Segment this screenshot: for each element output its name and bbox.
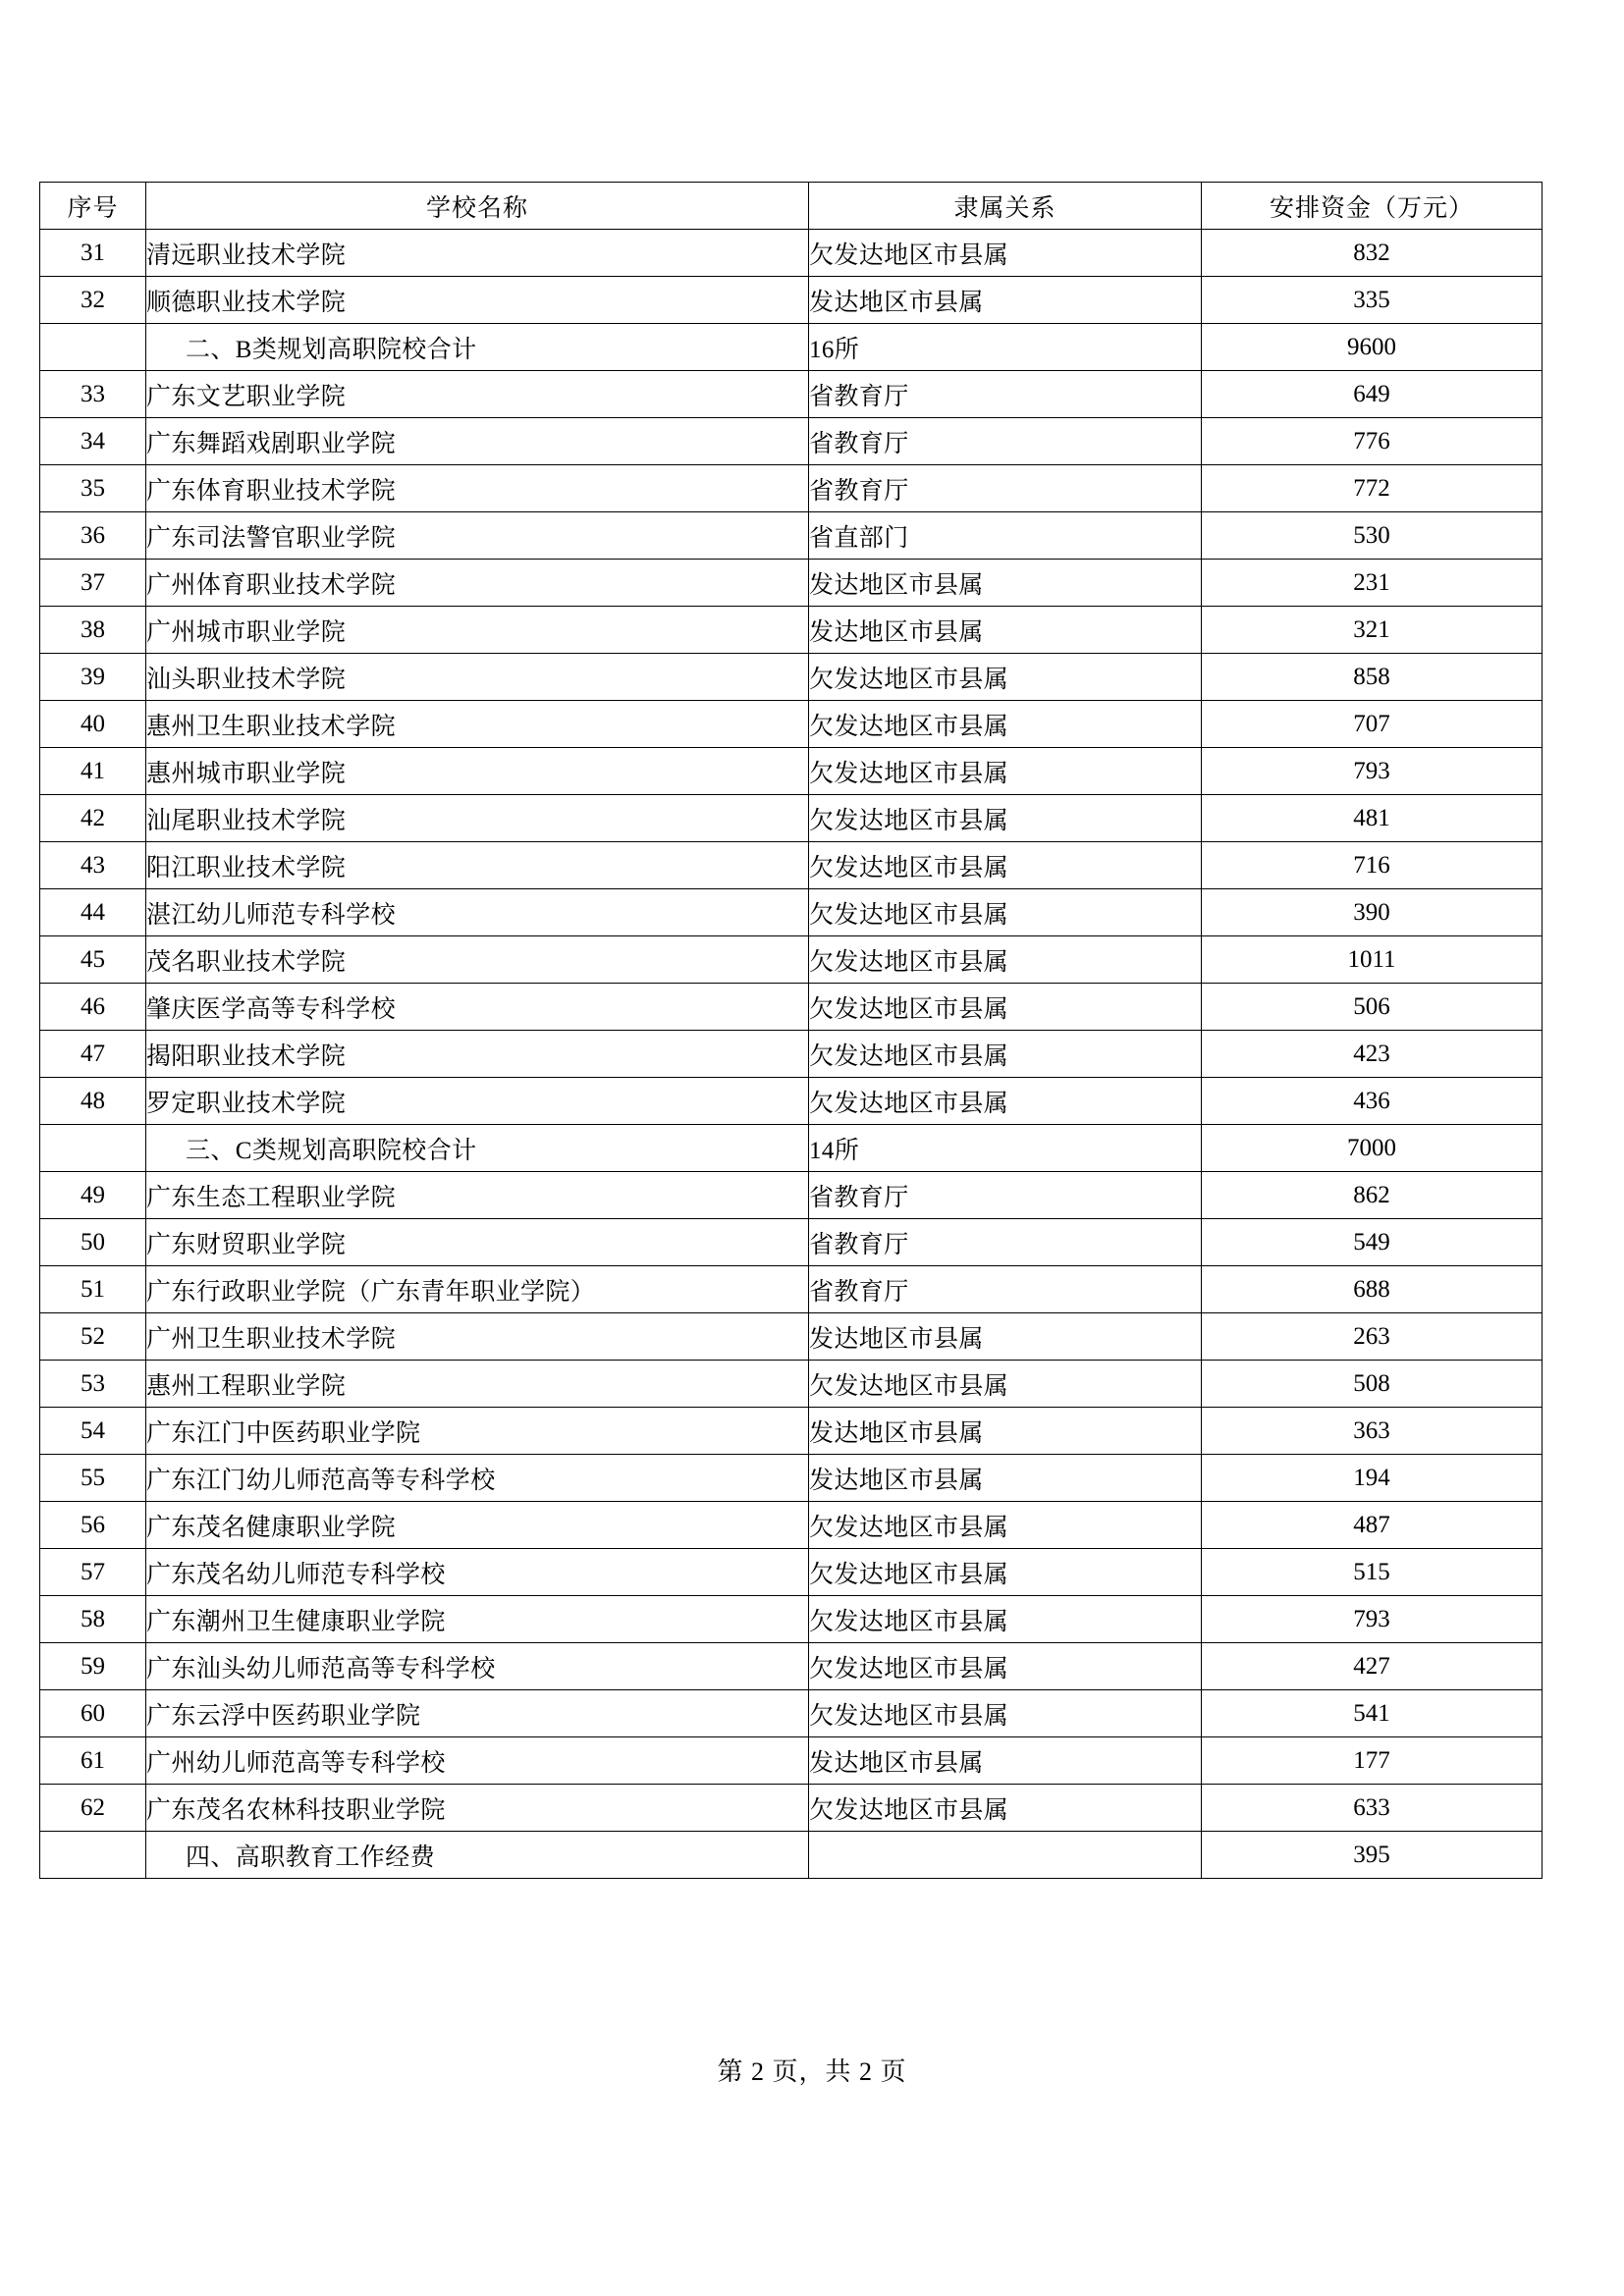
affiliation-relation: 发达地区市县属 <box>809 1313 1202 1361</box>
row-number: 61 <box>40 1737 146 1785</box>
allocated-amount: 793 <box>1202 1596 1543 1643</box>
row-number: 62 <box>40 1785 146 1832</box>
table-row <box>40 984 1543 1031</box>
affiliation-relation: 欠发达地区市县属 <box>809 1361 1202 1408</box>
table-row <box>40 324 1543 371</box>
funding-table <box>39 182 1543 1879</box>
school-name: 广东茂名幼儿师范专科学校 <box>146 1549 809 1596</box>
allocated-amount: 436 <box>1202 1078 1543 1125</box>
row-number: 58 <box>40 1596 146 1643</box>
school-name: 广东茂名农林科技职业学院 <box>146 1785 809 1832</box>
allocated-amount: 231 <box>1202 560 1543 607</box>
affiliation-relation: 欠发达地区市县属 <box>809 1785 1202 1832</box>
column-header-no: 序号 <box>40 183 146 230</box>
row-number: 59 <box>40 1643 146 1690</box>
row-number: 45 <box>40 936 146 984</box>
affiliation-relation: 欠发达地区市县属 <box>809 230 1202 277</box>
allocated-amount: 7000 <box>1202 1125 1543 1172</box>
allocated-amount: 541 <box>1202 1690 1543 1737</box>
affiliation-relation: 发达地区市县属 <box>809 1737 1202 1785</box>
affiliation-relation: 欠发达地区市县属 <box>809 654 1202 701</box>
affiliation-relation: 欠发达地区市县属 <box>809 1596 1202 1643</box>
school-name: 汕头职业技术学院 <box>146 654 809 701</box>
school-name: 广州城市职业学院 <box>146 607 809 654</box>
table-row <box>40 654 1543 701</box>
school-name: 广东江门幼儿师范高等专科学校 <box>146 1455 809 1502</box>
row-number: 52 <box>40 1313 146 1361</box>
table-row <box>40 1408 1543 1455</box>
allocated-amount: 9600 <box>1202 324 1543 371</box>
row-number: 60 <box>40 1690 146 1737</box>
affiliation-relation: 发达地区市县属 <box>809 277 1202 324</box>
affiliation-relation: 发达地区市县属 <box>809 560 1202 607</box>
affiliation-relation: 欠发达地区市县属 <box>809 795 1202 842</box>
allocated-amount: 506 <box>1202 984 1543 1031</box>
allocated-amount: 688 <box>1202 1266 1543 1313</box>
table-row <box>40 1172 1543 1219</box>
table-row <box>40 512 1543 560</box>
school-name: 广东文艺职业学院 <box>146 371 809 418</box>
table-row <box>40 1785 1543 1832</box>
row-number: 57 <box>40 1549 146 1596</box>
allocated-amount: 321 <box>1202 607 1543 654</box>
allocated-amount: 335 <box>1202 277 1543 324</box>
allocated-amount: 772 <box>1202 465 1543 512</box>
school-name: 广东司法警官职业学院 <box>146 512 809 560</box>
table-row <box>40 1643 1543 1690</box>
affiliation-relation: 欠发达地区市县属 <box>809 1549 1202 1596</box>
table-row <box>40 1832 1543 1879</box>
affiliation-relation: 欠发达地区市县属 <box>809 748 1202 795</box>
table-row <box>40 1455 1543 1502</box>
affiliation-relation: 省教育厅 <box>809 465 1202 512</box>
table-row <box>40 1690 1543 1737</box>
affiliation-relation: 省教育厅 <box>809 1266 1202 1313</box>
affiliation-relation: 省教育厅 <box>809 371 1202 418</box>
school-name: 惠州工程职业学院 <box>146 1361 809 1408</box>
row-number: 46 <box>40 984 146 1031</box>
school-name: 惠州城市职业学院 <box>146 748 809 795</box>
affiliation-relation: 欠发达地区市县属 <box>809 984 1202 1031</box>
allocated-amount: 707 <box>1202 701 1543 748</box>
school-name: 汕尾职业技术学院 <box>146 795 809 842</box>
table-row <box>40 795 1543 842</box>
table-row <box>40 1078 1543 1125</box>
row-number: 50 <box>40 1219 146 1266</box>
affiliation-relation: 欠发达地区市县属 <box>809 936 1202 984</box>
row-number <box>40 1832 146 1879</box>
school-name: 四、高职教育工作经费 <box>146 1832 809 1879</box>
school-name: 广东舞蹈戏剧职业学院 <box>146 418 809 465</box>
table-row <box>40 701 1543 748</box>
table-row <box>40 277 1543 324</box>
column-header-name: 学校名称 <box>146 183 809 230</box>
allocated-amount: 390 <box>1202 889 1543 936</box>
school-name: 阳江职业技术学院 <box>146 842 809 889</box>
row-number: 41 <box>40 748 146 795</box>
school-name: 罗定职业技术学院 <box>146 1078 809 1125</box>
table-row <box>40 607 1543 654</box>
page-footer: 第 2 页，共 2 页 <box>717 2057 907 2086</box>
table-row <box>40 560 1543 607</box>
affiliation-relation: 发达地区市县属 <box>809 1455 1202 1502</box>
table-row <box>40 1219 1543 1266</box>
affiliation-relation: 欠发达地区市县属 <box>809 1690 1202 1737</box>
row-number: 56 <box>40 1502 146 1549</box>
allocated-amount: 530 <box>1202 512 1543 560</box>
table-row <box>40 1125 1543 1172</box>
school-name: 广东财贸职业学院 <box>146 1219 809 1266</box>
row-number: 49 <box>40 1172 146 1219</box>
row-number: 33 <box>40 371 146 418</box>
allocated-amount: 832 <box>1202 230 1543 277</box>
school-name: 广东潮州卫生健康职业学院 <box>146 1596 809 1643</box>
allocated-amount: 633 <box>1202 1785 1543 1832</box>
table-row <box>40 418 1543 465</box>
table-row <box>40 889 1543 936</box>
affiliation-relation: 发达地区市县属 <box>809 607 1202 654</box>
row-number: 37 <box>40 560 146 607</box>
table-row <box>40 842 1543 889</box>
school-name: 肇庆医学高等专科学校 <box>146 984 809 1031</box>
allocated-amount: 177 <box>1202 1737 1543 1785</box>
allocated-amount: 487 <box>1202 1502 1543 1549</box>
row-number: 44 <box>40 889 146 936</box>
table-row <box>40 1266 1543 1313</box>
school-name: 顺德职业技术学院 <box>146 277 809 324</box>
school-name: 湛江幼儿师范专科学校 <box>146 889 809 936</box>
school-name: 清远职业技术学院 <box>146 230 809 277</box>
row-number: 43 <box>40 842 146 889</box>
table-header-row <box>40 183 1543 230</box>
affiliation-relation: 欠发达地区市县属 <box>809 701 1202 748</box>
allocated-amount: 862 <box>1202 1172 1543 1219</box>
row-number: 51 <box>40 1266 146 1313</box>
row-number: 32 <box>40 277 146 324</box>
row-number <box>40 324 146 371</box>
allocated-amount: 716 <box>1202 842 1543 889</box>
allocated-amount: 776 <box>1202 418 1543 465</box>
table-row <box>40 371 1543 418</box>
allocated-amount: 649 <box>1202 371 1543 418</box>
allocated-amount: 363 <box>1202 1408 1543 1455</box>
table-row <box>40 465 1543 512</box>
allocated-amount: 549 <box>1202 1219 1543 1266</box>
affiliation-relation: 省教育厅 <box>809 418 1202 465</box>
row-number: 40 <box>40 701 146 748</box>
affiliation-relation: 欠发达地区市县属 <box>809 1078 1202 1125</box>
table-row <box>40 1596 1543 1643</box>
school-name: 惠州卫生职业技术学院 <box>146 701 809 748</box>
row-number: 55 <box>40 1455 146 1502</box>
affiliation-relation: 14所 <box>809 1125 1202 1172</box>
affiliation-relation: 欠发达地区市县属 <box>809 889 1202 936</box>
row-number: 36 <box>40 512 146 560</box>
row-number: 54 <box>40 1408 146 1455</box>
school-name: 广州幼儿师范高等专科学校 <box>146 1737 809 1785</box>
school-name: 广东汕头幼儿师范高等专科学校 <box>146 1643 809 1690</box>
table-row <box>40 748 1543 795</box>
allocated-amount: 395 <box>1202 1832 1543 1879</box>
school-name: 广东云浮中医药职业学院 <box>146 1690 809 1737</box>
table-row <box>40 1549 1543 1596</box>
row-number: 34 <box>40 418 146 465</box>
allocated-amount: 858 <box>1202 654 1543 701</box>
table-row <box>40 1313 1543 1361</box>
table-row <box>40 230 1543 277</box>
table-row <box>40 1502 1543 1549</box>
school-name: 广州卫生职业技术学院 <box>146 1313 809 1361</box>
school-name: 茂名职业技术学院 <box>146 936 809 984</box>
allocated-amount: 1011 <box>1202 936 1543 984</box>
affiliation-relation: 16所 <box>809 324 1202 371</box>
table-row <box>40 1031 1543 1078</box>
affiliation-relation: 省教育厅 <box>809 1172 1202 1219</box>
row-number: 39 <box>40 654 146 701</box>
affiliation-relation: 发达地区市县属 <box>809 1408 1202 1455</box>
school-name: 广东茂名健康职业学院 <box>146 1502 809 1549</box>
row-number: 42 <box>40 795 146 842</box>
affiliation-relation: 欠发达地区市县属 <box>809 1031 1202 1078</box>
allocated-amount: 481 <box>1202 795 1543 842</box>
allocated-amount: 423 <box>1202 1031 1543 1078</box>
row-number: 35 <box>40 465 146 512</box>
row-number: 47 <box>40 1031 146 1078</box>
row-number <box>40 1125 146 1172</box>
row-number: 53 <box>40 1361 146 1408</box>
allocated-amount: 427 <box>1202 1643 1543 1690</box>
table-row <box>40 1737 1543 1785</box>
school-name: 揭阳职业技术学院 <box>146 1031 809 1078</box>
funding-table-container <box>39 182 1542 1879</box>
affiliation-relation: 欠发达地区市县属 <box>809 842 1202 889</box>
row-number: 31 <box>40 230 146 277</box>
school-name: 三、C类规划高职院校合计 <box>146 1125 809 1172</box>
school-name: 广东江门中医药职业学院 <box>146 1408 809 1455</box>
allocated-amount: 263 <box>1202 1313 1543 1361</box>
school-name: 广东生态工程职业学院 <box>146 1172 809 1219</box>
affiliation-relation: 省教育厅 <box>809 1219 1202 1266</box>
allocated-amount: 508 <box>1202 1361 1543 1408</box>
row-number: 38 <box>40 607 146 654</box>
affiliation-relation: 欠发达地区市县属 <box>809 1643 1202 1690</box>
affiliation-relation: 欠发达地区市县属 <box>809 1502 1202 1549</box>
affiliation-relation <box>809 1832 1202 1879</box>
row-number: 48 <box>40 1078 146 1125</box>
allocated-amount: 793 <box>1202 748 1543 795</box>
column-header-relation: 隶属关系 <box>809 183 1202 230</box>
allocated-amount: 515 <box>1202 1549 1543 1596</box>
table-row <box>40 936 1543 984</box>
table-row <box>40 1361 1543 1408</box>
school-name: 广东行政职业学院（广东青年职业学院） <box>146 1266 809 1313</box>
school-name: 二、B类规划高职院校合计 <box>146 324 809 371</box>
affiliation-relation: 省直部门 <box>809 512 1202 560</box>
column-header-amount: 安排资金（万元） <box>1202 183 1543 230</box>
allocated-amount: 194 <box>1202 1455 1543 1502</box>
school-name: 广州体育职业技术学院 <box>146 560 809 607</box>
school-name: 广东体育职业技术学院 <box>146 465 809 512</box>
